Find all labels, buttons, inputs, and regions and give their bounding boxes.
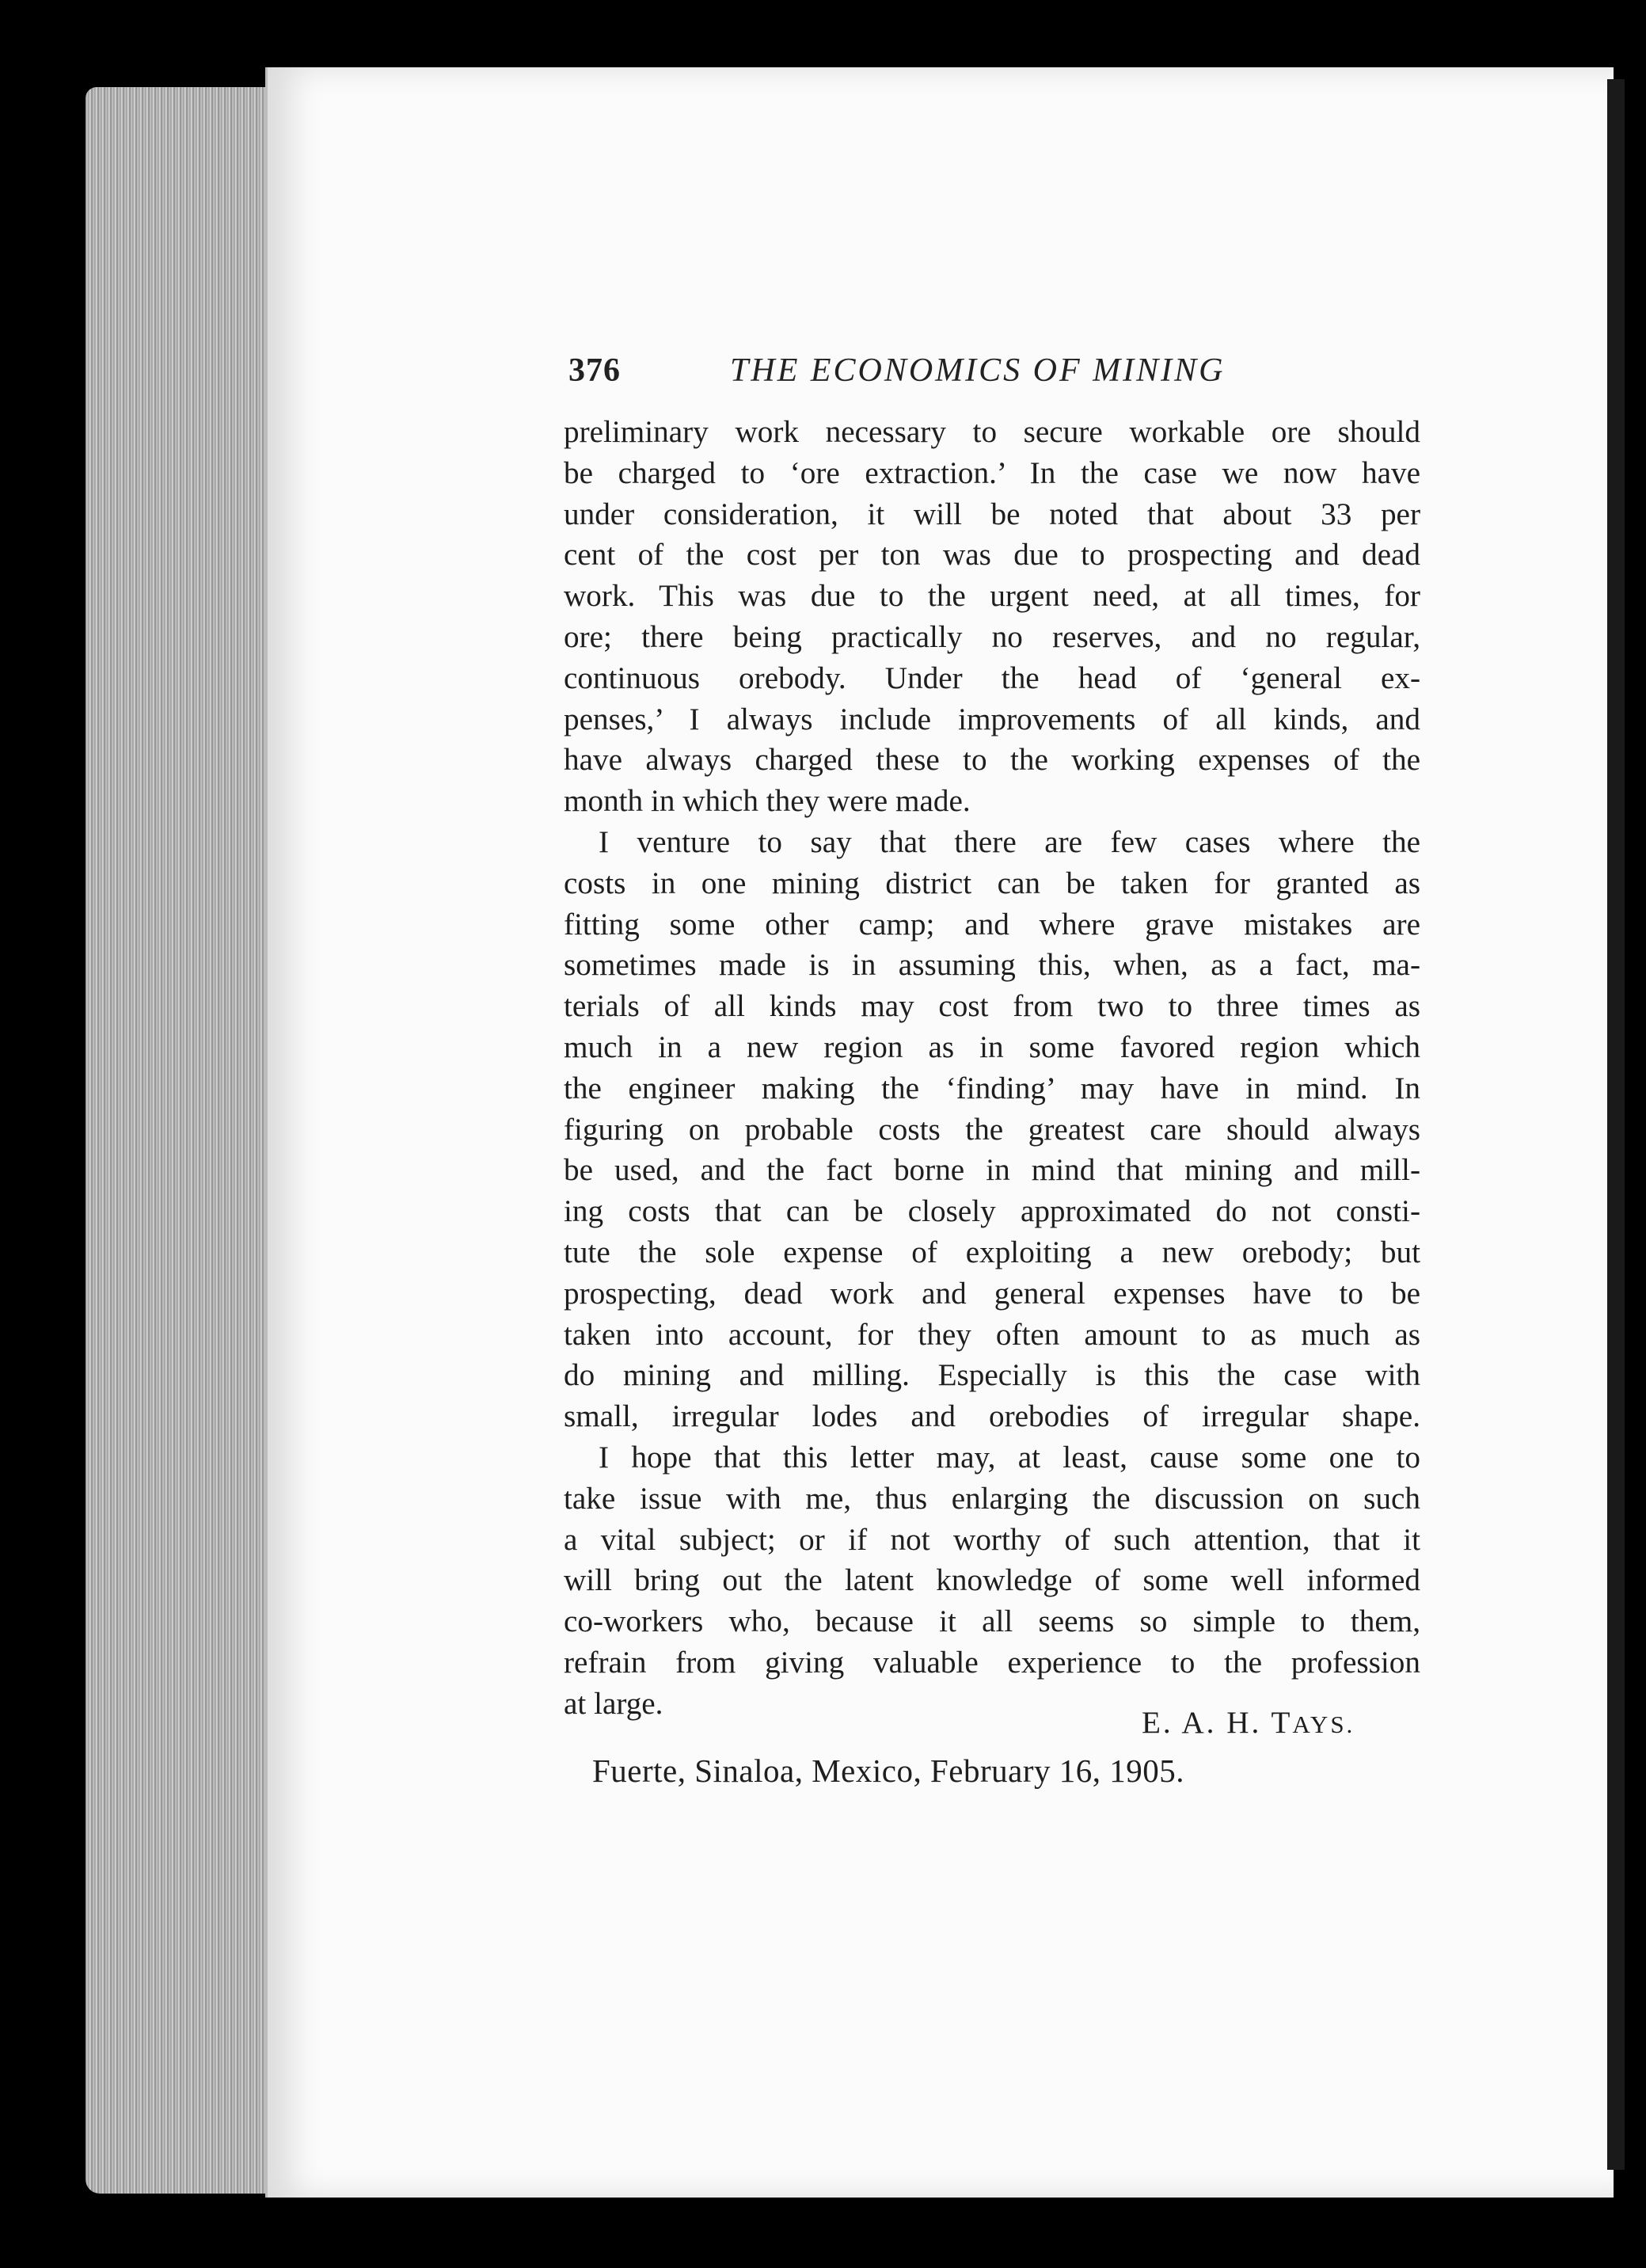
author-signature [1142, 1703, 1355, 1745]
text-line: at large. [564, 1686, 663, 1721]
page-number: 376 [568, 352, 621, 389]
text-line: taken into account, for they often amount to as much as [564, 1317, 1420, 1352]
text-line: work. This was due to the urgent need, at all times, for [564, 579, 1420, 614]
facing-page-edge [1607, 79, 1625, 2170]
body-text [564, 412, 1420, 1740]
text-line: sometimes made is in assuming this, when, as a fact, ma- [564, 948, 1420, 983]
text-line: ing costs that can be closely approximated do not consti- [564, 1194, 1420, 1229]
signature-surname: AYS. [1292, 1710, 1355, 1738]
text-line: under consideration, it will be noted that about 33 per [564, 497, 1420, 531]
text-line: ore; there being practically no reserves, and no regular, [564, 619, 1420, 654]
paragraph [564, 1437, 1420, 1740]
text-line: a vital subject; or if not worthy of such attention, that it [564, 1522, 1420, 1557]
text-line: be used, and the fact borne in mind that mining and mill- [564, 1153, 1420, 1188]
text-line: be charged to ‘ore extraction.’ In the case we now have [564, 455, 1420, 490]
text-line: cent of the cost per ton was due to prospecting and dead [564, 538, 1420, 573]
text-line: tute the sole expense of exploiting a new orebody; but [564, 1235, 1420, 1269]
text-line: costs in one mining district can be taken for granted as [564, 866, 1420, 900]
signature-initials: E. A. H. T [1142, 1705, 1293, 1740]
text-line: have always charged these to the working expenses of the [564, 743, 1420, 778]
text-line: much in a new region as in some favored region which [564, 1029, 1420, 1064]
running-head: THE ECONOMICS OF MINING [730, 352, 1226, 389]
text-line: will bring out the latent knowledge of some well informed [564, 1563, 1420, 1598]
text-line: the engineer making the ‘finding’ may have in mind. In [564, 1071, 1420, 1105]
text-line: take issue with me, thus enlarging the discussion on such [564, 1481, 1420, 1516]
closing-row [564, 1684, 1420, 1740]
text-line: preliminary work necessary to secure workable ore should [564, 415, 1420, 449]
book-page-edges [86, 87, 276, 2194]
text-line: I hope that this letter may, at least, cause some one to [599, 1440, 1420, 1475]
text-line: penses,’ I always include improvements of all kinds, and [564, 702, 1420, 736]
text-line: do mining and milling. Especially is this the case with [564, 1358, 1420, 1393]
paragraph [564, 822, 1420, 1437]
text-line: month in which they were made. [564, 784, 971, 819]
text-line: prospecting, dead work and general expenses have to be [564, 1276, 1420, 1311]
text-line: terials of all kinds may cost from two to three times as [564, 989, 1420, 1024]
text-line: small, irregular lodes and orebodies of irregular shape. [564, 1399, 1420, 1434]
text-line: figuring on probable costs the greatest care should always [564, 1112, 1420, 1147]
text-line: continuous orebody. Under the head of ‘general ex- [564, 660, 1420, 695]
dateline: Fuerte, Sinaloa, Mexico, February 16, 1905. [592, 1752, 1184, 1789]
page-header [568, 352, 1439, 396]
text-line: refrain from giving valuable experience to the profession [564, 1645, 1420, 1680]
paragraph [564, 412, 1420, 822]
text-line: fitting some other camp; and where grave mistakes are [564, 907, 1420, 942]
text-line: I venture to say that there are few cases where the [599, 824, 1420, 859]
text-line: co-workers who, because it all seems so simple to them, [564, 1604, 1420, 1639]
